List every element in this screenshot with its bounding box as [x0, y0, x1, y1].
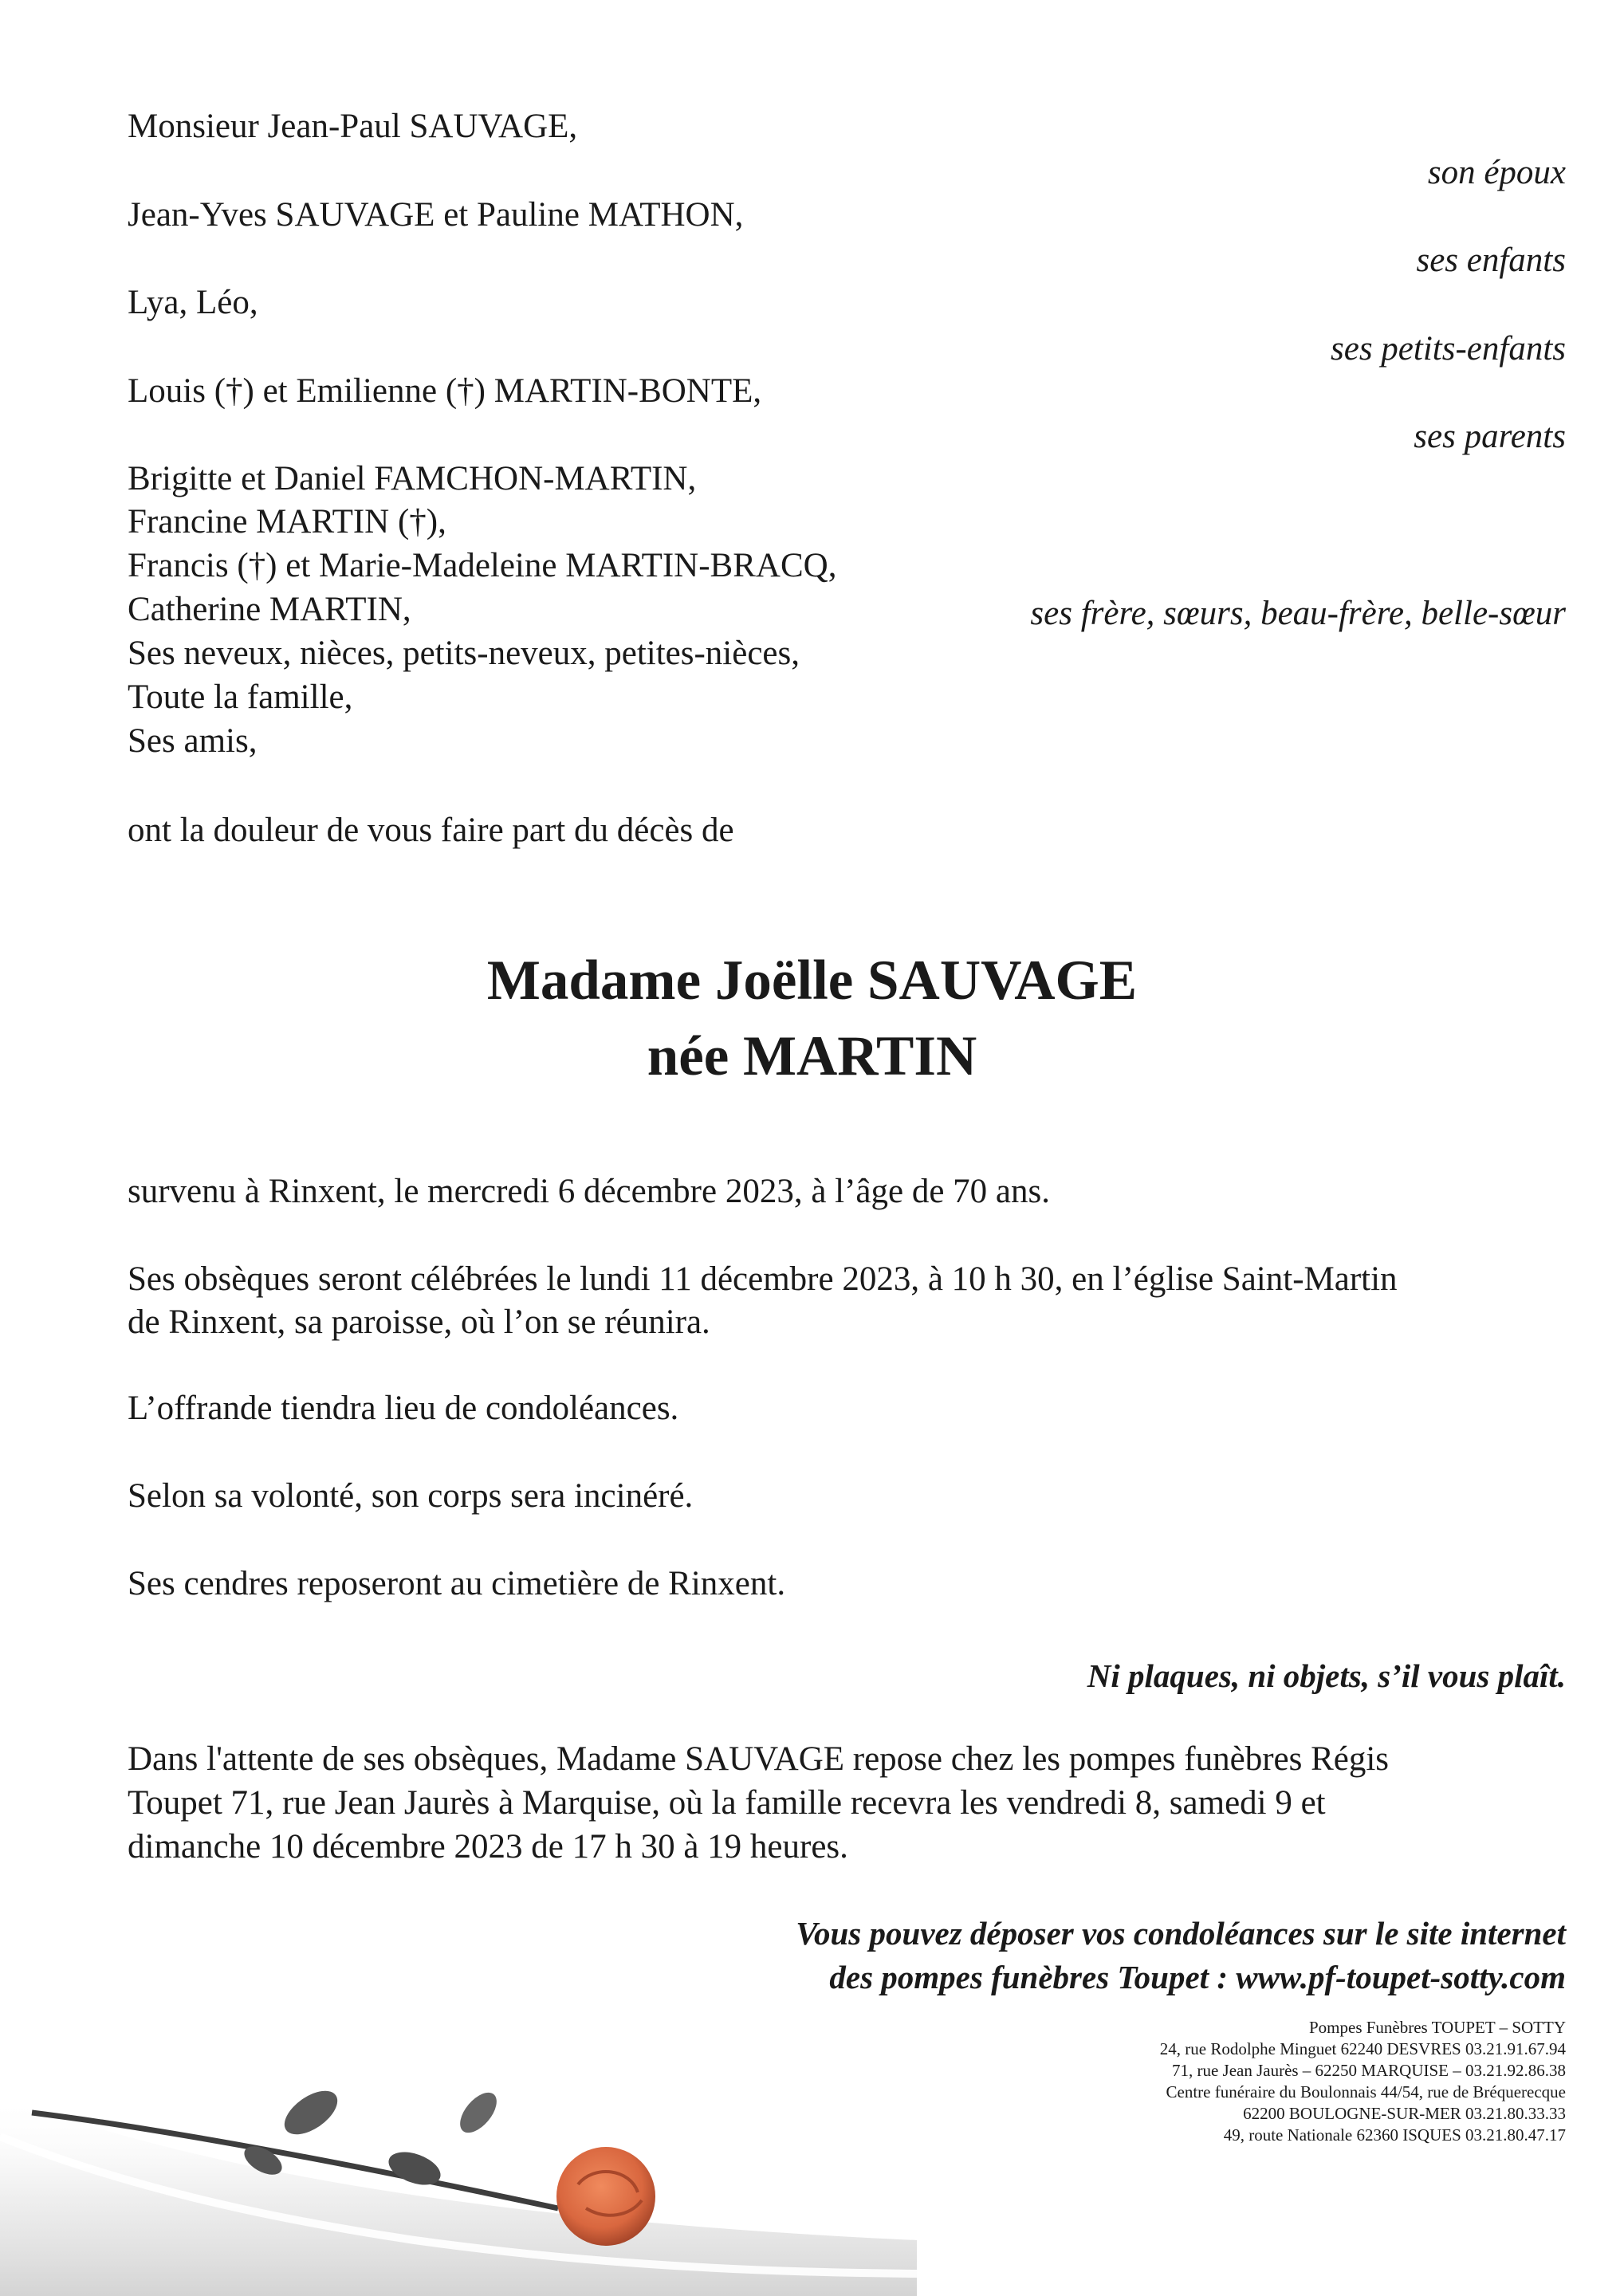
sibling-name: Catherine MARTIN,	[128, 591, 411, 628]
role-grandchildren: ses petits-enfants	[1331, 330, 1566, 368]
deceased-maiden-name: née MARTIN	[647, 1025, 977, 1087]
rose-leaf	[277, 2082, 344, 2143]
other-relatives: Toute la famille,	[128, 678, 353, 716]
rose-leaf	[453, 2086, 503, 2140]
family-name-children: Jean-Yves SAUVAGE et Pauline MATHON,	[128, 196, 744, 234]
waiting-paragraph-line: Dans l'attente de ses obsèques, Madame SAUVAGE repose chez les pompes funèbres Régis	[128, 1740, 1390, 1778]
deceased-name: Madame Joëlle SAUVAGE	[486, 949, 1138, 1012]
sibling-name: Brigitte et Daniel FAMCHON-MARTIN,	[128, 460, 697, 497]
role-children: ses enfants	[1416, 242, 1566, 279]
funeral-home-name: Pompes Funèbres TOUPET – SOTTY	[1308, 2018, 1566, 2037]
funeral-home-address: 24, rue Rodolphe Minguet 62240 DESVRES 03.21.91.67.94	[1159, 2039, 1566, 2058]
waiting-paragraph-line: Toupet 71, rue Jean Jaurès à Marquise, où la famille recevra les vendredi 8, samedi 9 et	[128, 1784, 1326, 1822]
ashes-paragraph: Ses cendres reposeront au cimetière de Rinxent.	[128, 1565, 786, 1602]
other-relatives: Ses neveux, nièces, petits-neveux, petites-nièces,	[128, 635, 800, 672]
death-paragraph: survenu à Rinxent, le mercredi 6 décembre 2023, à l’âge de 70 ans.	[128, 1173, 1050, 1210]
rose-bloom	[556, 2147, 655, 2246]
waiting-paragraph-line: dimanche 10 décembre 2023 de 17 h 30 à 19 heures.	[128, 1828, 848, 1866]
cremation-paragraph: Selon sa volonté, son corps sera incinéré.	[128, 1477, 694, 1515]
role-spouse: son époux	[1427, 154, 1566, 191]
sibling-name: Francine MARTIN (†),	[128, 503, 446, 541]
family-name-parents: Louis (†) et Emilienne (†) MARTIN-BONTE,	[128, 372, 762, 410]
condolences-note-line1: Vous pouvez déposer vos condoléances sur le site internet	[796, 1915, 1566, 1952]
funeral-paragraph-line1: Ses obsèques seront célébrées le lundi 11 décembre 2023, à 10 h 30, en l’église Saint-Martin	[128, 1260, 1398, 1298]
sibling-name: Francis (†) et Marie-Madeleine MARTIN-BRACQ,	[128, 547, 837, 584]
funeral-home-address: 49, route Nationale 62360 ISQUES 03.21.80.47.17	[1223, 2125, 1566, 2145]
other-relatives: Ses amis,	[128, 722, 258, 760]
rose-on-beach-image	[0, 1977, 917, 2296]
funeral-home-address: 62200 BOULOGNE-SUR-MER 03.21.80.33.33	[1243, 2104, 1566, 2123]
role-siblings: ses frère, sœurs, beau-frère, belle-sœur	[1030, 595, 1566, 632]
offering-paragraph: L’offrande tiendra lieu de condoléances.	[128, 1390, 679, 1427]
family-name-grandchildren: Lya, Léo,	[128, 284, 258, 321]
funeral-home-address: 71, rue Jean Jaurès – 62250 MARQUISE – 03.21.92.86.38	[1171, 2061, 1566, 2080]
family-name-spouse: Monsieur Jean-Paul SAUVAGE,	[128, 108, 578, 145]
no-plaques-note: Ni plaques, ni objets, s’il vous plaît.	[1087, 1657, 1566, 1694]
condolences-note-line2: des pompes funèbres Toupet : www.pf-toupet-sotty.com	[829, 1959, 1566, 1995]
funeral-home-address: Centre funéraire du Boulonnais 44/54, rue de Bréquerecque	[1166, 2082, 1566, 2101]
role-parents: ses parents	[1414, 418, 1566, 455]
funeral-paragraph-line2: de Rinxent, sa paroisse, où l’on se réunira.	[128, 1303, 710, 1341]
announcement-text: ont la douleur de vous faire part du décès de	[128, 812, 734, 849]
